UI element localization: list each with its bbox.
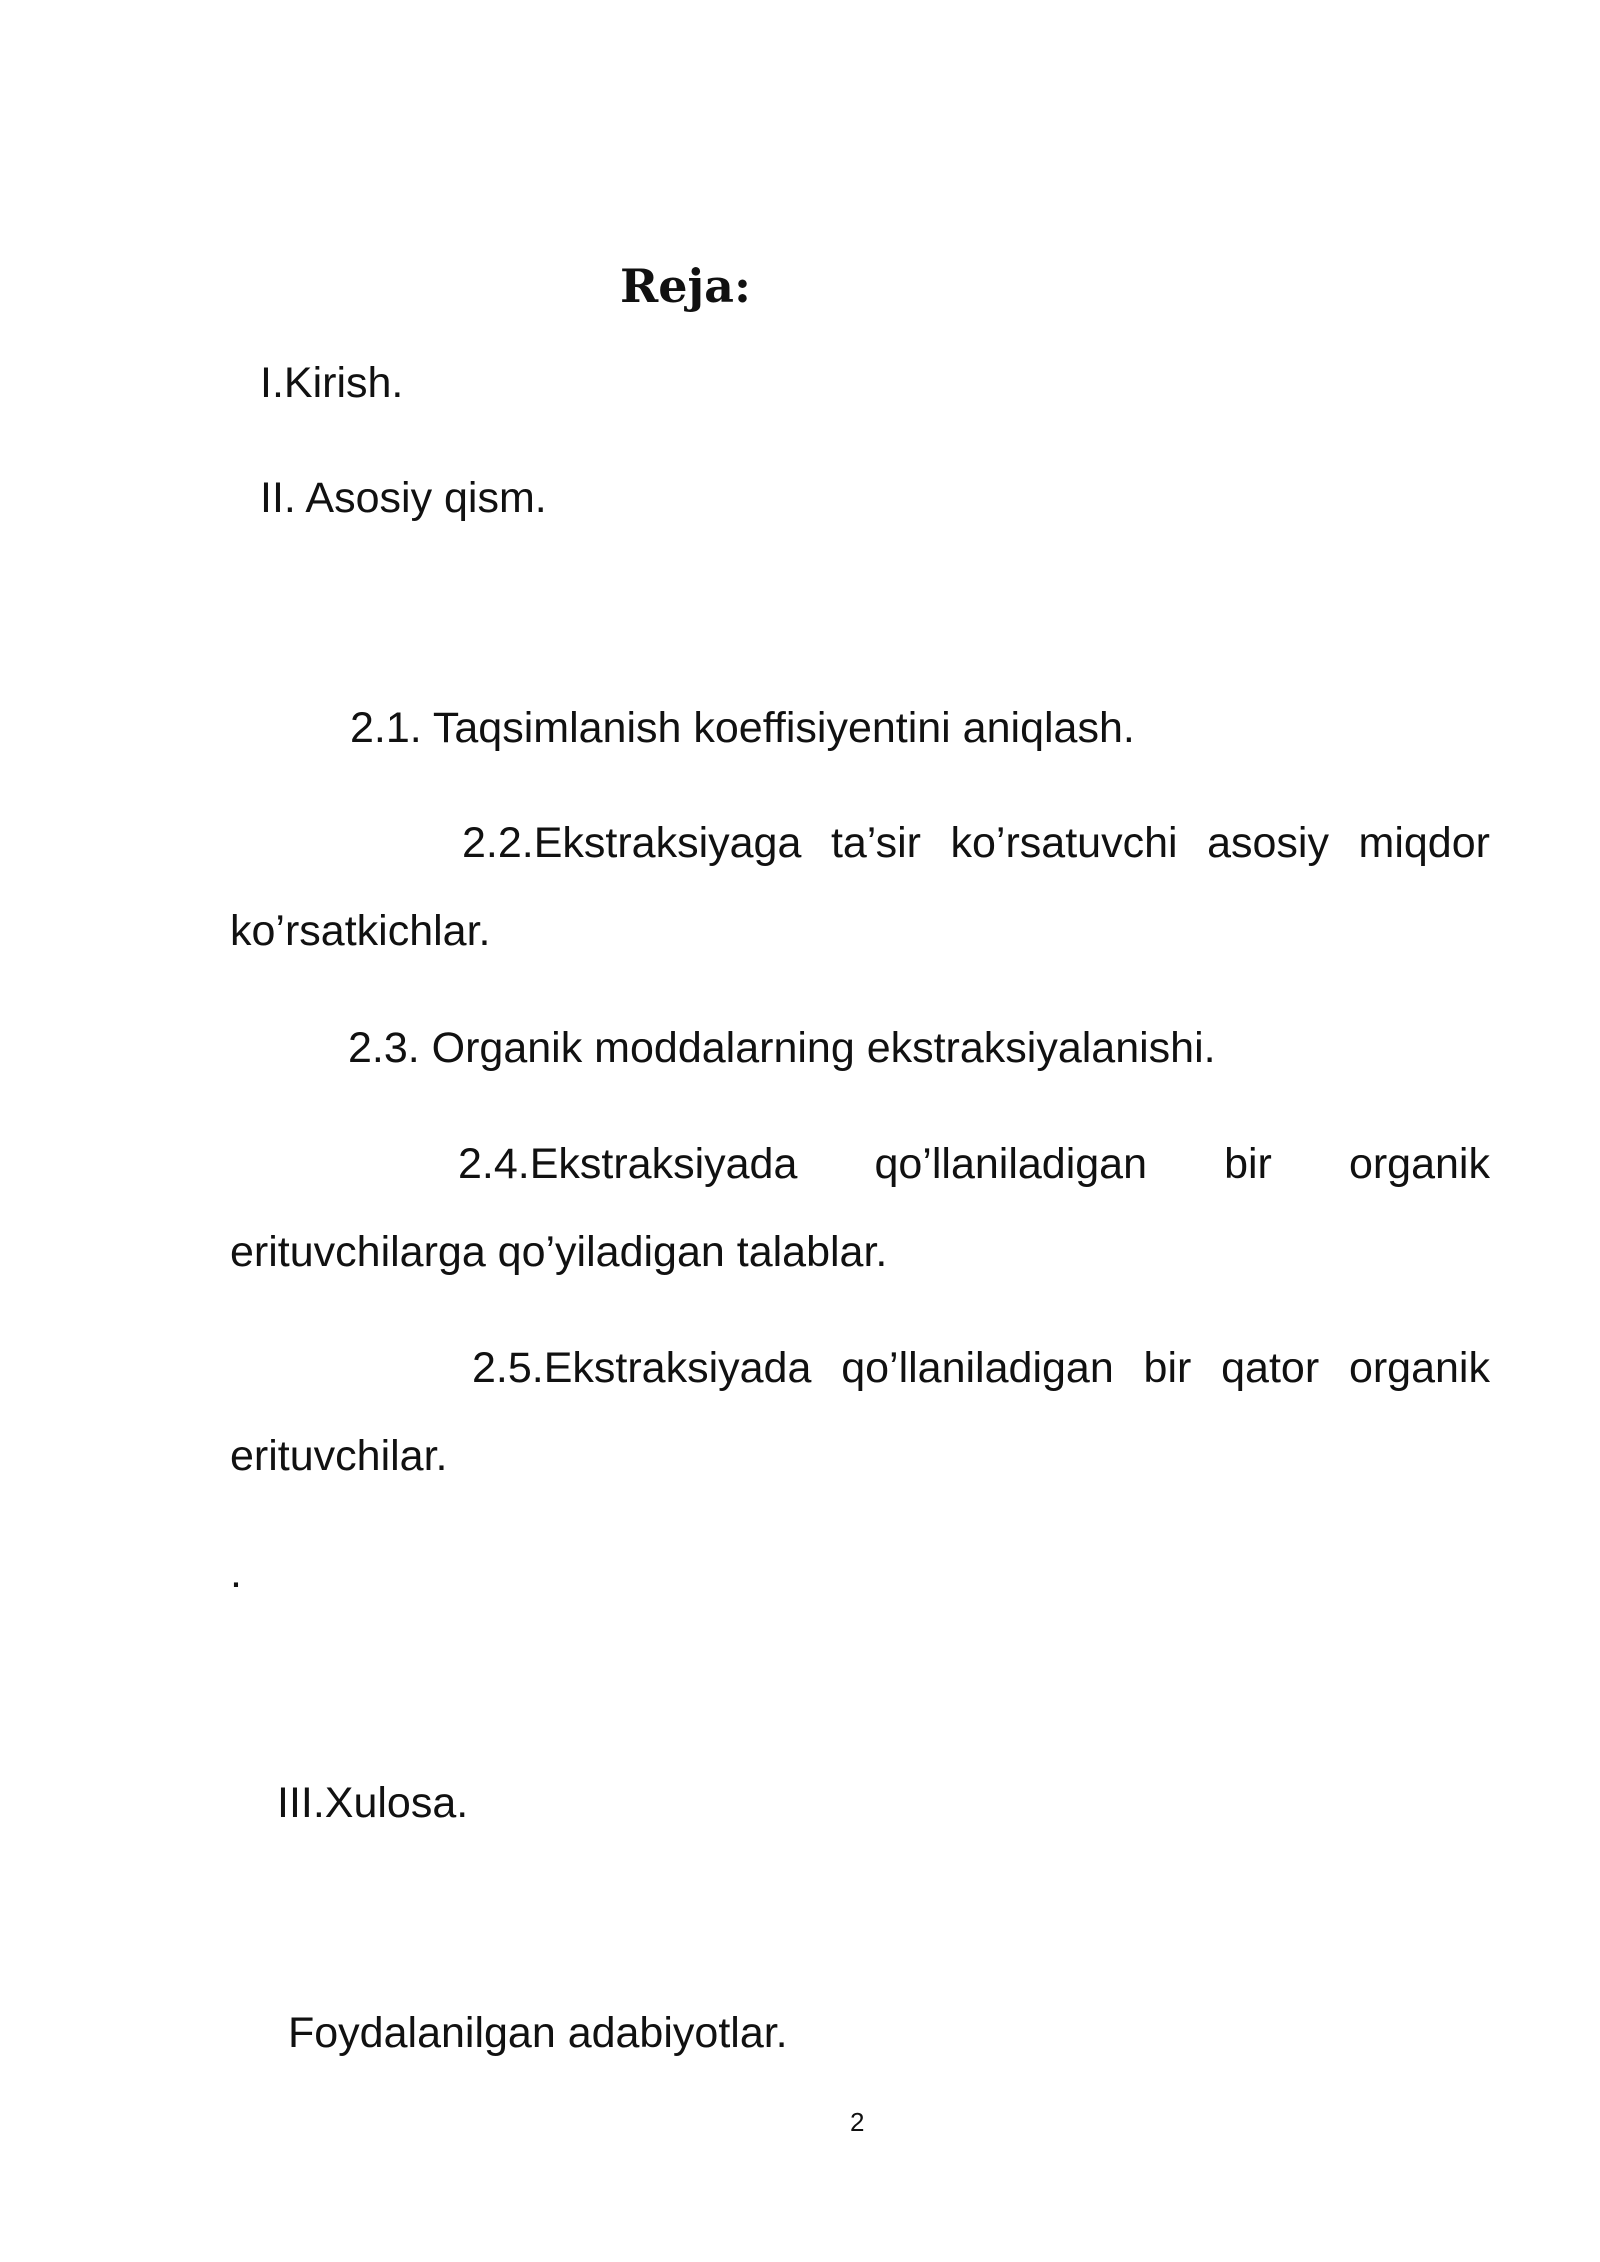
item-2-5-word: 2.5.Ekstraksiyada [472,1344,812,1392]
item-xulosa: III.Xulosa. [277,1779,469,1827]
item-2-4-word: organik [1348,1140,1490,1188]
item-2-2-word: 2.2.Ekstraksiyaga [462,819,802,867]
item-2-5-word: qo’llaniladigan [841,1344,1114,1392]
item-2-4-first-line [230,1136,1490,1192]
item-2-4-word: bir [1224,1140,1272,1188]
page-number: 2 [850,2107,865,2137]
item-asosiy-qism: II. Asosiy qism. [260,474,547,522]
item-2-3: 2.3. Organik moddalarning ekstraksiyalanishi. [348,1024,1216,1072]
item-2-4-word: qo’llaniladigan [874,1140,1148,1188]
page-title: Reja: [620,259,751,313]
item-2-5-continuation: erituvchilar. [230,1432,448,1480]
item-2-5 [230,1340,1490,1484]
item-2-2 [230,815,1490,959]
item-2-2-word: asosiy [1207,819,1329,867]
item-foydalanilgan-adabiyotlar: Foydalanilgan adabiyotlar. [288,2009,788,2057]
item-2-1: 2.1. Taqsimlanish koeffisiyentini aniqlash. [350,704,1135,752]
stray-dot: . [230,1549,242,1597]
item-2-5-word: organik [1348,1344,1490,1392]
item-2-4-continuation: erituvchilarga qo’yiladigan talablar. [230,1228,888,1276]
item-2-5-word: bir [1143,1344,1192,1392]
item-2-2-word: ko’rsatuvchi [950,819,1178,867]
item-2-2-word: miqdor [1358,819,1490,867]
item-2-4-word: 2.4.Ekstraksiyada [458,1140,798,1188]
item-2-2-continuation: ko’rsatkichlar. [230,907,491,955]
item-kirish: I.Kirish. [260,359,404,407]
item-2-5-first-line [230,1340,1490,1396]
item-2-2-word: ta’sir [830,819,921,867]
item-2-4 [230,1136,1490,1280]
item-2-2-first-line [230,815,1490,871]
item-2-5-word: qator [1221,1344,1320,1392]
